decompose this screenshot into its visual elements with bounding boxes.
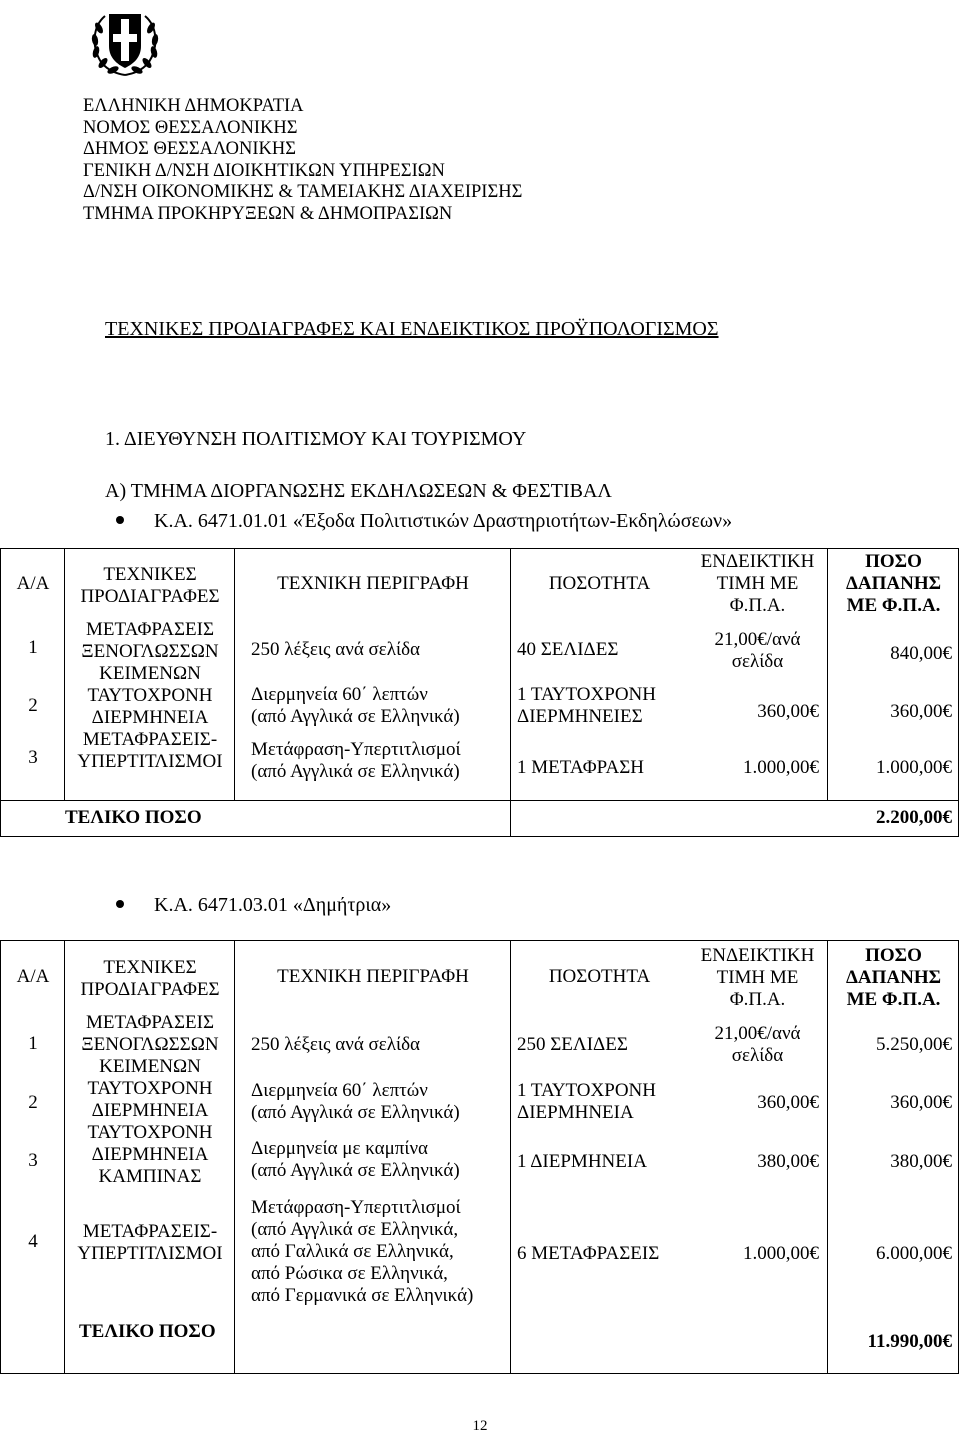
description-line: από Γερμανικά σε Ελληνικά) [251,1285,474,1306]
row-number: 1 [28,637,38,658]
unit-price-line: 21,00€/ανά [714,1023,801,1044]
description-text: 250 λέξεις ανά σελίδα [251,639,420,660]
col-header-line: ΜΕ Φ.Π.Α. [846,595,941,616]
unit-price-column [688,941,828,1374]
col-header-description: ΤΕΧΝΙΚΗ ΠΕΡΙΓΡΑΦΗ [277,966,469,987]
spec-column [65,941,235,1374]
final-total-label: ΤΕΛΙΚΟ ΠΟΣΟ [65,807,202,828]
description-line: Μετάφραση-Υπερτιτλισμοί [251,739,461,760]
header-line: ΓΕΝΙΚΗ Δ/ΝΣΗ ΔΙΟΙΚΗΤΙΚΩΝ ΥΠΗΡΕΣΙΩΝ [83,160,445,181]
cost-table-1 [0,548,959,837]
col-header-line: ΔΑΠΑΝΗΣ [845,967,942,988]
quantity-column [511,549,688,801]
quantity-line: ΔΙΕΡΜΗΝΕΙΑ [517,1102,634,1123]
total-column [828,941,959,1374]
unit-price: 360,00€ [757,701,819,722]
row-number: 2 [28,695,38,716]
spec-item [65,619,235,773]
spec-line: ΚΕΙΜΕΝΩΝ [99,663,201,684]
aa-column [1,941,65,1374]
description-line: Διερμηνεία με καμπίνα [251,1138,429,1159]
unit-price: 360,00€ [757,1092,819,1113]
description-line: Διερμηνεία 60΄ λεπτών [251,1080,428,1101]
bullet-icon [116,516,124,524]
quantity-text: 6 ΜΕΤΑΦΡΑΣΕΙΣ [517,1243,660,1264]
header-line: ΝΟΜΟΣ ΘΕΣΣΑΛΟΝΙΚΗΣ [83,117,298,138]
spec-line: ΔΙΕΡΜΗΝΕΙΑ [91,1100,209,1121]
description-text [251,1080,460,1124]
quantity-text: 250 ΣΕΛΙΔΕΣ [517,1034,628,1055]
budget-code-1 [116,510,732,533]
description-text [251,1197,473,1307]
total-column [828,549,959,801]
total-value-cell [511,801,959,837]
spec-line: ΚΑΜΠΙΝΑΣ [98,1166,202,1187]
cost-table-2 [0,940,959,1374]
description-line: (από Αγγλικά σε Ελληνικά) [251,1102,460,1123]
unit-price-line: σελίδα [731,1045,784,1066]
unit-price [688,1023,828,1067]
row-total: 840,00€ [890,643,952,664]
col-header-line: Φ.Π.Α. [729,595,786,616]
row-total: 5.250,00€ [876,1034,952,1055]
description-column [235,941,511,1374]
row-total: 360,00€ [890,1092,952,1113]
budget-code-label: Κ.Α. 6471.03.01 «Δημήτρια» [154,894,392,916]
subsection-heading: Α) ΤΜΗΜΑ ΔΙΟΡΓΑΝΩΣΗΣ ΕΚΔΗΛΩΣΕΩΝ & ΦΕΣΤΙΒΑΛ [105,480,612,502]
spec-line: ΜΕΤΑΦΡΑΣΕΙΣ [85,1012,215,1033]
final-total-value: 11.990,00€ [867,1331,952,1352]
description-line: (από Αγγλικά σε Ελληνικά) [251,706,460,727]
col-header-quantity: ΠΟΣΟΤΗΤΑ [548,966,651,987]
col-header-unit-price [688,551,828,617]
row-number: 1 [28,1033,38,1054]
budget-code-label: Κ.Α. 6471.01.01 «Έξοδα Πολιτιστικών Δραστηριοτήτων-Εκδηλώσεων» [154,510,733,532]
row-total: 6.000,00€ [876,1243,952,1264]
description-line: Μετάφραση-Υπερτιτλισμοί [251,1197,461,1218]
description-text [251,739,461,783]
col-header-aa: Α/Α [16,573,50,594]
row-number: 3 [28,1150,38,1171]
col-header-line: ΔΑΠΑΝΗΣ [845,573,942,594]
col-header-quantity: ΠΟΣΟΤΗΤΑ [548,573,651,594]
row-total: 360,00€ [890,701,952,722]
spec-line: ΤΑΥΤΟΧΡΟΝΗ [87,1078,213,1099]
unit-price-line: 21,00€/ανά [714,629,801,650]
col-header-line: ΕΝΔΕΙΚΤΙΚΗ [700,551,815,572]
col-header-line: ΤΙΜΗ ΜΕ [716,573,799,594]
final-total-value: 2.200,00€ [876,807,952,828]
col-header-unit-price [688,945,828,1011]
page-number: 12 [472,1418,488,1434]
quantity-text [517,1080,656,1124]
col-header-line: Φ.Π.Α. [729,989,786,1010]
final-total-label: ΤΕΛΙΚΟ ΠΟΣΟ [79,1321,216,1342]
spec-item [65,1221,235,1265]
description-line: (από Αγγλικά σε Ελληνικά, [251,1219,459,1240]
description-line: από Γαλλικά σε Ελληνικά, [251,1241,454,1262]
description-column [235,549,511,801]
description-line: (από Αγγλικά σε Ελληνικά) [251,761,460,782]
spec-line: ΞΕΝΟΓΛΩΣΣΩΝ [81,1034,219,1055]
spec-line: ΤΑΥΤΟΧΡΟΝΗ [87,685,213,706]
quantity-line: 1 ΤΑΥΤΟΧΡΟΝΗ [517,684,656,705]
col-header-spec-line: ΠΡΟΔΙΑΓΡΑΦΕΣ [80,586,220,607]
col-header-line: ΕΝΔΕΙΚΤΙΚΗ [700,945,815,966]
bullet-icon [116,900,124,908]
document-title: ΤΕΧΝΙΚΕΣ ΠΡΟΔΙΑΓΡΑΦΕΣ ΚΑΙ ΕΝΔΕΙΚΤΙΚΟΣ ΠΡΟΫΠΟΛΟΓΙΣΜΟΣ [105,318,719,340]
quantity-line: ΔΙΕΡΜΗΝΕΙΕΣ [517,706,643,727]
row-total: 380,00€ [890,1151,952,1172]
quantity-text: 1 ΔΙΕΡΜΗΝΕΙΑ [517,1151,647,1172]
col-header-spec-line: ΤΕΧΝΙΚΕΣ [103,957,197,978]
spec-item [65,1012,235,1188]
col-header-line: ΜΕ Φ.Π.Α. [846,989,941,1010]
section-heading: 1. ΔΙΕΥΘΥΝΣΗ ΠΟΛΙΤΙΣΜΟΥ ΚΑΙ ΤΟΥΡΙΣΜΟΥ [105,428,527,450]
header-line: ΕΛΛΗΝΙΚΗ ΔΗΜΟΚΡΑΤΙΑ [83,96,304,116]
col-header-total [828,945,959,1011]
spec-column [65,549,235,801]
unit-price: 380,00€ [757,1151,819,1172]
spec-line: ΞΕΝΟΓΛΩΣΣΩΝ [81,641,219,662]
spec-line: ΔΙΕΡΜΗΝΕΙΑ [91,707,209,728]
quantity-text: 1 ΜΕΤΑΦΡΑΣΗ [517,757,645,778]
row-number: 4 [28,1231,38,1252]
issuer-header [83,96,522,225]
col-header-spec [65,564,235,608]
greek-coat-of-arms [83,6,167,78]
quantity-text: 40 ΣΕΛΙΔΕΣ [517,639,619,660]
description-text [251,684,460,728]
quantity-column [511,941,688,1374]
spec-line: ΜΕΤΑΦΡΑΣΕΙΣ- [82,1221,218,1242]
col-header-line: ΤΙΜΗ ΜΕ [716,967,799,988]
unit-price-line: σελίδα [731,651,784,672]
header-line: Δ/ΝΣΗ ΟΙΚΟΝΟΜΙΚΗΣ & ΤΑΜΕΙΑΚΗΣ ΔΙΑΧΕΙΡΙΣΗΣ [83,182,523,202]
row-total: 1.000,00€ [876,757,952,778]
unit-price [688,629,828,673]
description-text: 250 λέξεις ανά σελίδα [251,1034,420,1055]
unit-price-column [688,549,828,801]
description-line: από Ρώσικα σε Ελληνικά, [251,1263,448,1284]
spec-line: ΜΕΤΑΦΡΑΣΕΙΣ- [82,729,218,750]
spec-line: ΚΕΙΜΕΝΩΝ [99,1056,201,1077]
quantity-text [517,684,656,728]
quantity-line: 1 ΤΑΥΤΟΧΡΟΝΗ [517,1080,656,1101]
spec-line: ΥΠΕΡΤΙΤΛΙΣΜΟΙ [77,751,223,772]
col-header-line: ΠΟΣΟ [865,551,922,572]
col-header-spec [65,957,235,1001]
col-header-total [828,551,959,617]
description-line: (από Αγγλικά σε Ελληνικά) [251,1160,460,1181]
col-header-description: ΤΕΧΝΙΚΗ ΠΕΡΙΓΡΑΦΗ [277,573,469,594]
col-header-aa: Α/Α [16,966,50,987]
spec-line: ΔΙΕΡΜΗΝΕΙΑ [91,1144,209,1165]
budget-code-2 [116,894,391,917]
total-label-cell [1,801,511,837]
description-text [251,1138,460,1182]
spec-line: ΥΠΕΡΤΙΤΛΙΣΜΟΙ [77,1243,223,1264]
unit-price: 1.000,00€ [743,1243,819,1264]
col-header-line: ΠΟΣΟ [865,945,922,966]
col-header-spec-line: ΠΡΟΔΙΑΓΡΑΦΕΣ [80,979,220,1000]
spec-line: ΜΕΤΑΦΡΑΣΕΙΣ [85,619,215,640]
col-header-spec-line: ΤΕΧΝΙΚΕΣ [103,564,197,585]
unit-price: 1.000,00€ [743,757,819,778]
row-number: 2 [28,1092,38,1113]
description-line: Διερμηνεία 60΄ λεπτών [251,684,428,705]
aa-column [1,549,65,801]
header-line: ΤΜΗΜΑ ΠΡΟΚΗΡΥΞΕΩΝ & ΔΗΜΟΠΡΑΣΙΩΝ [83,203,453,224]
row-number: 3 [28,747,38,768]
header-line: ΔΗΜΟΣ ΘΕΣΣΑΛΟΝΙΚΗΣ [83,139,297,159]
spec-line: ΤΑΥΤΟΧΡΟΝΗ [87,1122,213,1143]
